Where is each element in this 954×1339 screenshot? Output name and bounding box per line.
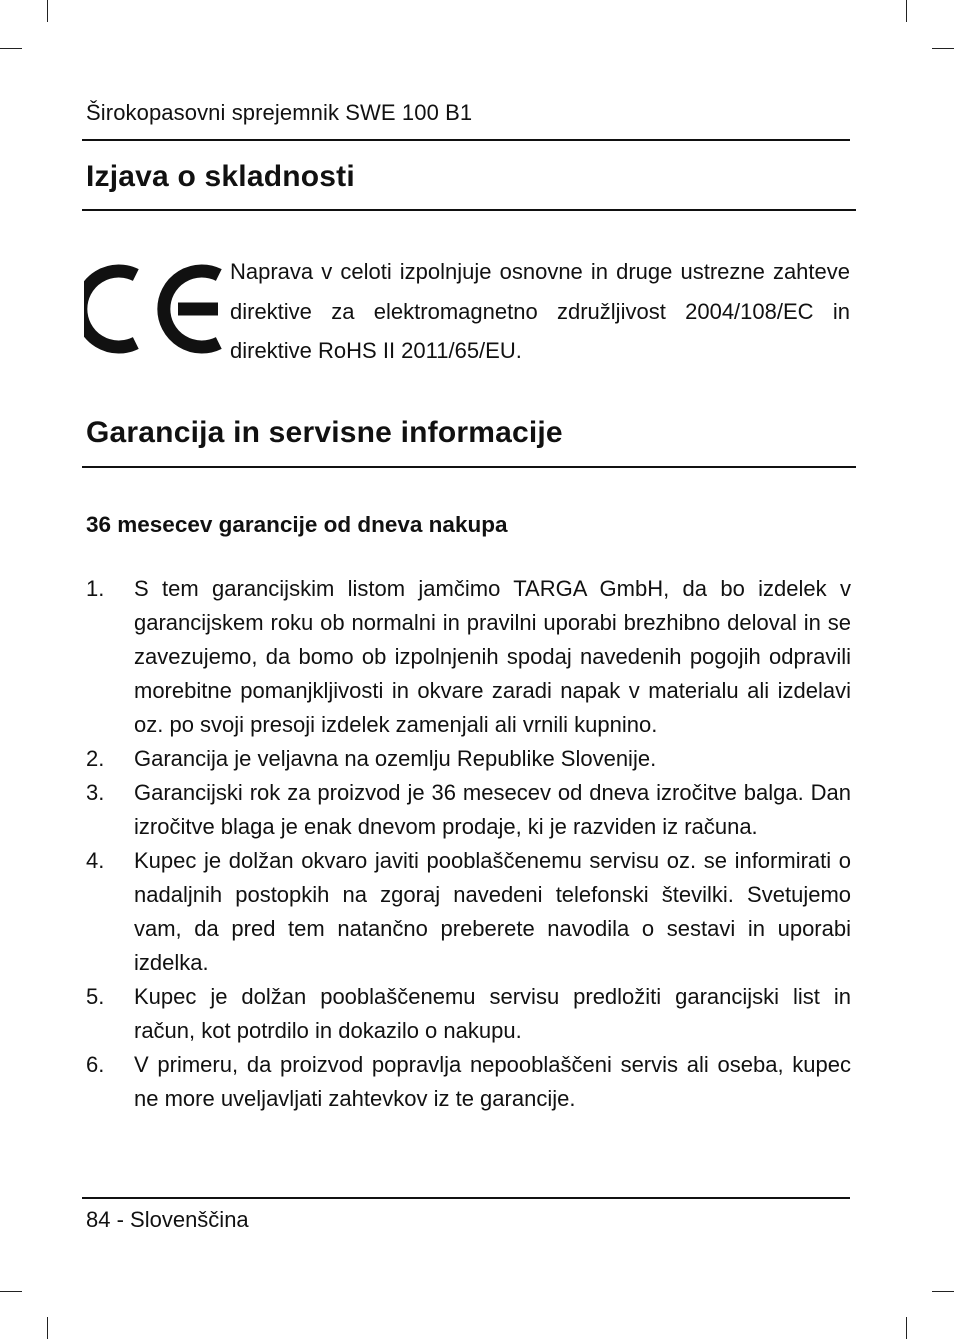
list-item xyxy=(86,572,851,742)
section-title-conformity: Izjava o skladnosti xyxy=(86,160,355,193)
footer-rule xyxy=(82,1197,850,1199)
list-item-text: Kupec je dolžan pooblaščenemu servisu predložiti garancijski list in račun, kot potrdilo in dokazilo o nakupu. xyxy=(134,984,851,1043)
crop-mark xyxy=(906,0,907,22)
conformity-paragraph: Naprava v celoti izpolnjuje osnovne in druge ustrezne zahteve direktive za elektromagnetno združljivost 2004/108/EC in direktive RoHS II 2011/65/EU. xyxy=(230,259,850,363)
crop-mark xyxy=(0,1291,22,1292)
warranty-subheading: 36 mesecev garancije od dneva nakupa xyxy=(86,512,508,537)
crop-mark xyxy=(0,48,22,49)
list-item xyxy=(86,980,851,1048)
list-item-text: Garancijski rok za proizvod je 36 mesecev od dneva izročitve balga. Dan izročitve blaga je enak dnevom prodaje, ki je razviden iz računa. xyxy=(134,780,851,839)
list-item-number: 4. xyxy=(86,848,105,873)
list-item-text: Garancija je veljavna na ozemlju Republike Slovenije. xyxy=(134,746,657,771)
crop-mark xyxy=(932,48,954,49)
section-rule xyxy=(82,209,856,211)
crop-mark xyxy=(906,1317,907,1339)
list-item-number: 6. xyxy=(86,1052,105,1077)
list-item-text: S tem garancijskim listom jamčimo TARGA GmbH, da bo izdelek v garancijskem roku ob normalni in pravilni uporabi brezhibno deloval in se zavezujemo, da bomo ob izpolnjenih spodaj navedenih pogojih odpravili morebitne pomanjkljivosti in okvare zaradi napak v materialu ali izdelavi oz. po svoji presoji izdelek zamenjali ali vrnili kupnino. xyxy=(134,576,851,737)
warranty-terms-list xyxy=(86,572,851,1116)
page-number: 84 xyxy=(86,1207,111,1232)
list-item xyxy=(86,742,851,776)
footer-language: - Slovenščina xyxy=(110,1207,249,1232)
list-item-text: V primeru, da proizvod popravlja nepooblaščeni servis ali oseba, kupec ne more uveljavljati zahtevkov iz te garancije. xyxy=(134,1052,851,1111)
list-item-number: 3. xyxy=(86,780,105,805)
list-item-number: 2. xyxy=(86,746,105,771)
list-item xyxy=(86,776,851,844)
list-item-number: 1. xyxy=(86,576,105,601)
page-footer xyxy=(86,1207,249,1233)
list-item xyxy=(86,844,851,980)
section-title-warranty: Garancija in servisne informacije xyxy=(86,416,563,449)
crop-mark xyxy=(47,1317,48,1339)
crop-mark xyxy=(47,0,48,22)
list-item-number: 5. xyxy=(86,984,105,1009)
list-item-text: Kupec je dolžan okvaro javiti pooblaščenemu servisu oz. se informirati o nadaljnih postopkih na zgoraj navedeni telefonski številki. Svetujemo vam, da pred tem natančno preberete navodila o sestavi in uporabi izdelka. xyxy=(134,848,851,975)
running-header: Širokopasovni sprejemnik SWE 100 B1 xyxy=(86,100,473,125)
crop-mark xyxy=(932,1291,954,1292)
header-rule xyxy=(82,139,850,141)
list-item xyxy=(86,1048,851,1116)
section-rule xyxy=(82,466,856,468)
ce-mark-icon xyxy=(84,259,224,359)
